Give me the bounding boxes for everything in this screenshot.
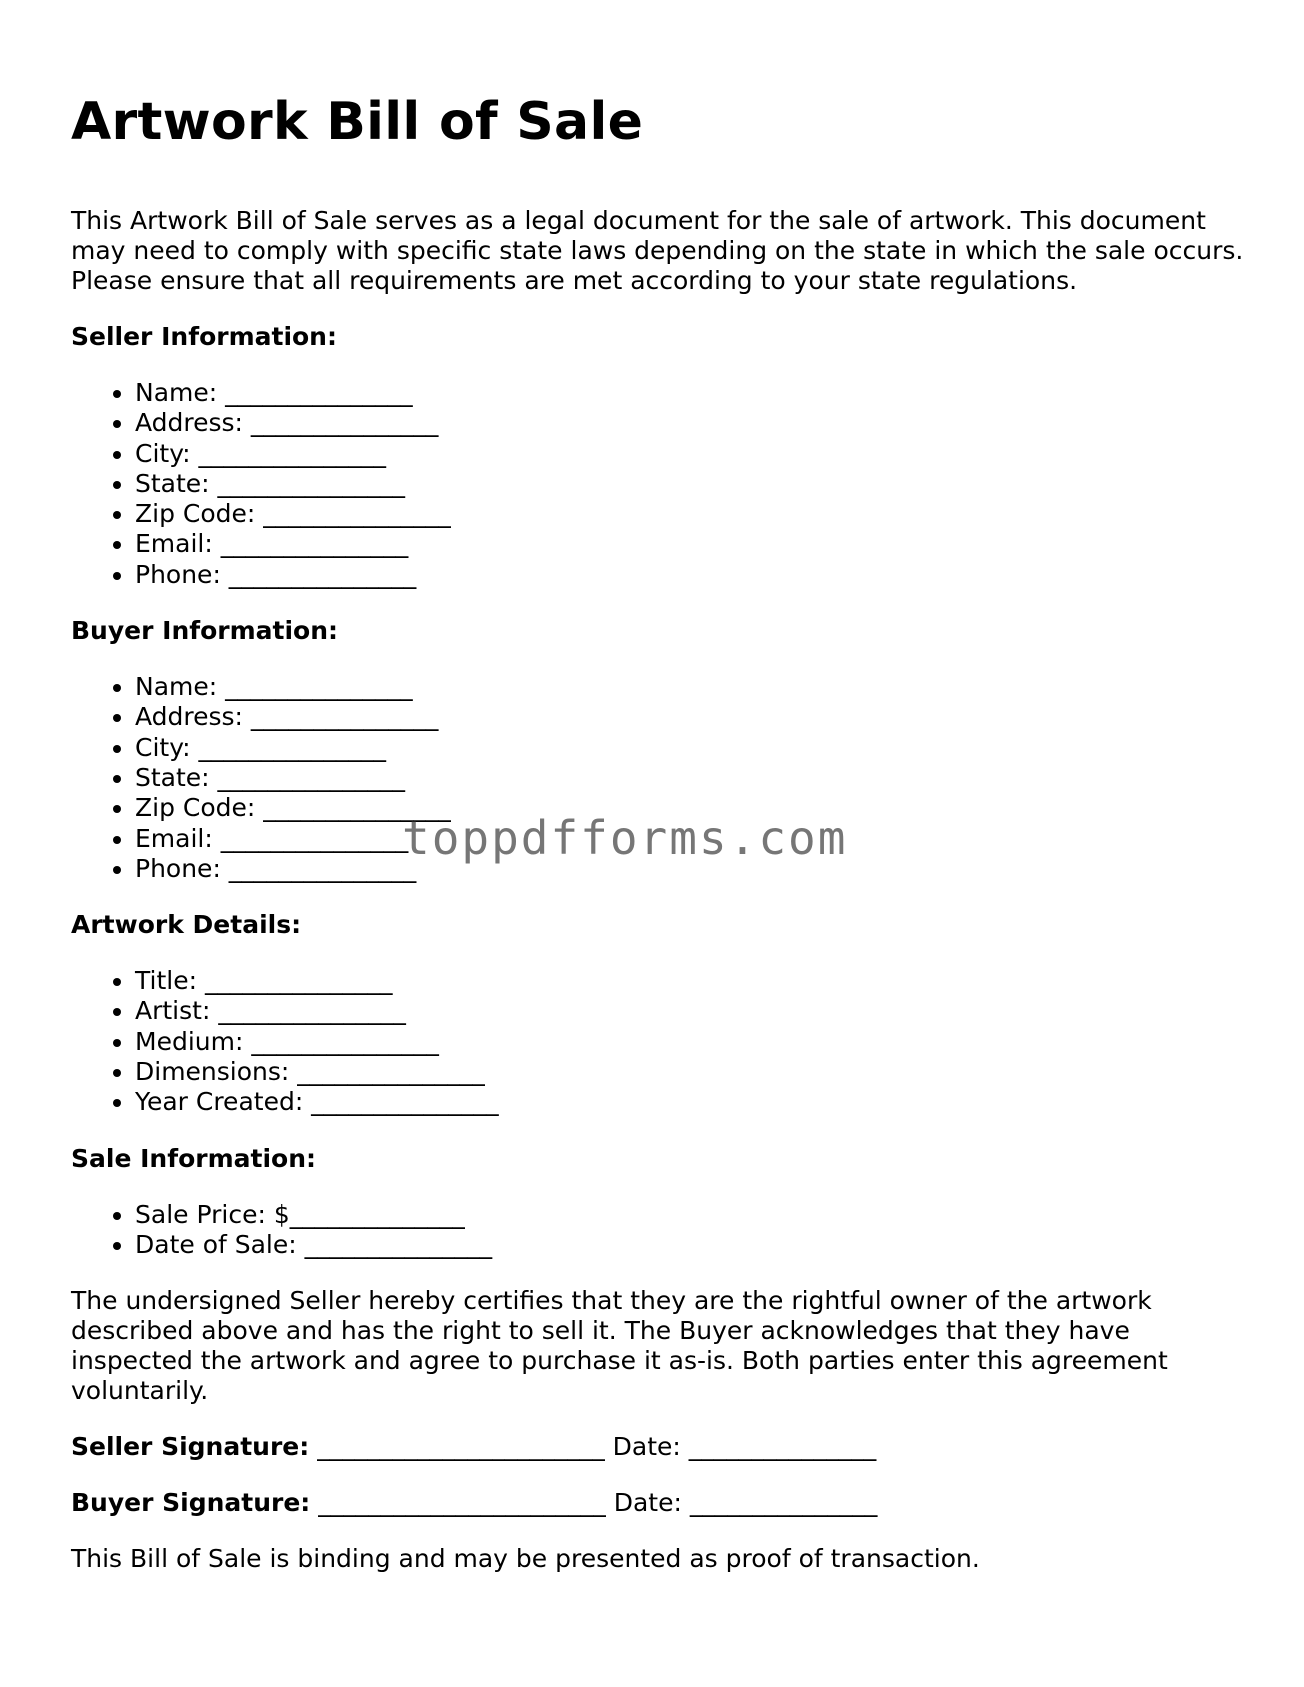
sale-information-list [71, 1200, 1251, 1261]
artwork-artist-field: • Artist: _______________ [135, 996, 1251, 1026]
artwork-medium-field: • Medium: _______________ [135, 1027, 1251, 1057]
buyer-signature-blanks: _______________________ Date: _______________ [310, 1488, 878, 1518]
buyer-state-field: • State: _______________ [135, 763, 1251, 793]
artwork-year-created-field: • Year Created: _______________ [135, 1087, 1251, 1117]
buyer-city-field: • City: _______________ [135, 733, 1251, 763]
seller-signature-label: Seller Signature: [71, 1432, 310, 1462]
watermark-text: toppdfforms.com [402, 811, 848, 865]
seller-information-heading: Seller Information: [71, 322, 337, 351]
intro-paragraph: This Artwork Bill of Sale serves as a legal document for the sale of artwork. This document may need to comply with specific state laws depending on the state in which the sale occurs. Please ensure that all requirements are met according to your state regulations. [71, 206, 1244, 295]
seller-address-field: • Address: _______________ [135, 408, 1251, 438]
seller-email-field: • Email: _______________ [135, 529, 1251, 559]
buyer-zip-code-field: • Zip Code: _______________ [135, 793, 1251, 823]
document-title: Artwork Bill of Sale [71, 92, 644, 152]
seller-state-field: • State: _______________ [135, 469, 1251, 499]
buyer-phone-field: • Phone: _______________ [135, 854, 1251, 884]
sale-price-field: • Sale Price: $______________ [135, 1200, 1251, 1230]
buyer-signature-line [71, 1488, 1251, 1518]
artwork-dimensions-field: • Dimensions: _______________ [135, 1057, 1251, 1087]
buyer-signature-label: Buyer Signature: [71, 1488, 311, 1518]
buyer-email-field: • Email: _______________ [135, 824, 1251, 854]
document-page [71, 0, 1251, 1574]
artwork-details-heading: Artwork Details: [71, 910, 302, 940]
sale-information-heading: Sale Information: [71, 1143, 316, 1173]
seller-information-list [71, 378, 1251, 590]
buyer-information-heading: Buyer Information: [71, 616, 339, 646]
seller-zip-code-field: • Zip Code: _______________ [135, 499, 1251, 529]
closing-statement: This Bill of Sale is binding and may be presented as proof of transaction. [71, 1544, 980, 1574]
seller-phone-field: • Phone: _______________ [135, 560, 1251, 590]
artwork-details-list [71, 966, 1251, 1117]
seller-city-field: • City: _______________ [135, 439, 1251, 469]
seller-signature-line [71, 1432, 1251, 1462]
seller-name-field: • Name: _______________ [135, 378, 1251, 408]
date-of-sale-field: • Date of Sale: _______________ [135, 1230, 1251, 1260]
buyer-name-field: • Name: _______________ [135, 672, 1251, 702]
certification-paragraph: The undersigned Seller hereby certifies that they are the rightful owner of the artwork described above and has the right to sell it. The Buyer acknowledges that they have inspected the artwork and agree to purchase it as-is. Both parties enter this agreement voluntarily. [71, 1286, 1168, 1406]
seller-signature-blanks: _______________________ Date: _______________ [309, 1432, 877, 1462]
buyer-address-field: • Address: _______________ [135, 702, 1251, 732]
artwork-title-field: • Title: _______________ [135, 966, 1251, 996]
